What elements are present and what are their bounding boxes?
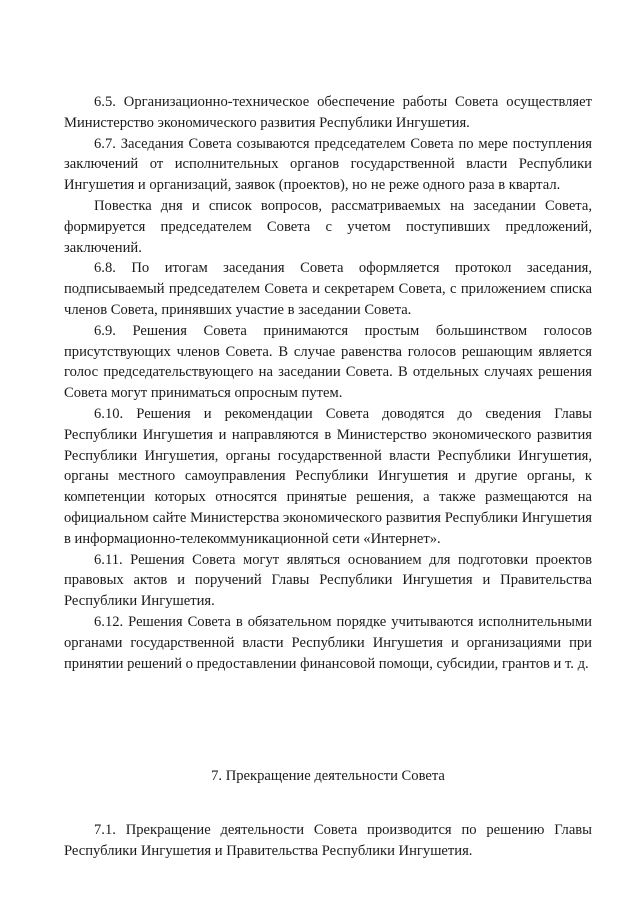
paragraph-6-5: 6.5. Организационно-техническое обеспечение работы Совета осуществляет Министерство экономического развития Республики Ингушетия. — [64, 94, 592, 131]
paragraph-6-11: 6.11. Решения Совета могут являться основанием для подготовки проектов правовых актов и поручений Главы Республики Ингушетия и Правительства Республики Ингушетия. — [64, 551, 592, 610]
section-7-body — [64, 820, 592, 862]
paragraph-agenda: Повестка дня и список вопросов, рассматриваемых на заседании Совета, формируется председателем Совета с учетом поступивших предложений, заключений. — [64, 197, 592, 256]
paragraph-6-7: 6.7. Заседания Совета созываются председателем Совета по мере поступления заключений от исполнительных органов государственной власти Республики Ингушетия и организаций, заявок (проектов), но не реже одного раза в квартал. — [64, 135, 592, 194]
paragraph-6-9: 6.9. Решения Совета принимаются простым большинством голосов присутствующих членов Совета. В случае равенства голосов решающим является голос председательствующего на заседании Совета. В отдельных случаях решения Совета могут приниматься опросным путем. — [64, 322, 592, 402]
paragraph-6-8: 6.8. По итогам заседания Совета оформляется протокол заседания, подписываемый председателем Совета и секретарем Совета, с приложением списка членов Совета, принявших участие в заседании Совета. — [64, 260, 592, 318]
paragraph-6-12: 6.12. Решения Совета в обязательном порядке учитываются исполнительными органами государственной власти Республики Ингушетия и организациями при принятии решений о предоставлении финансовой помощи, субсидии, грантов и т. д. — [64, 613, 592, 672]
section-7-heading: 7. Прекращение деятельности Совета — [211, 768, 445, 784]
paragraph-6-10: 6.10. Решения и рекомендации Совета доводятся до сведения Главы Республики Ингушетия и направляются в Министерство экономического развития Республики Ингушетия, органы государственной власти Республики Ингушетия, органы местного самоуправления Республики Ингушетия и другие органы, к компетенции которых относятся принятые решения, а также размещаются на официальном сайте Министерства экономического развития Республики Ингушетия в информационно-телекоммуникационной сети «Интернет». — [64, 405, 592, 547]
paragraph-7-1: 7.1. Прекращение деятельности Совета производится по решению Главы Республики Ингушетия и Правительства Республики Ингушетия. — [64, 822, 592, 859]
section-6-body — [64, 92, 592, 674]
